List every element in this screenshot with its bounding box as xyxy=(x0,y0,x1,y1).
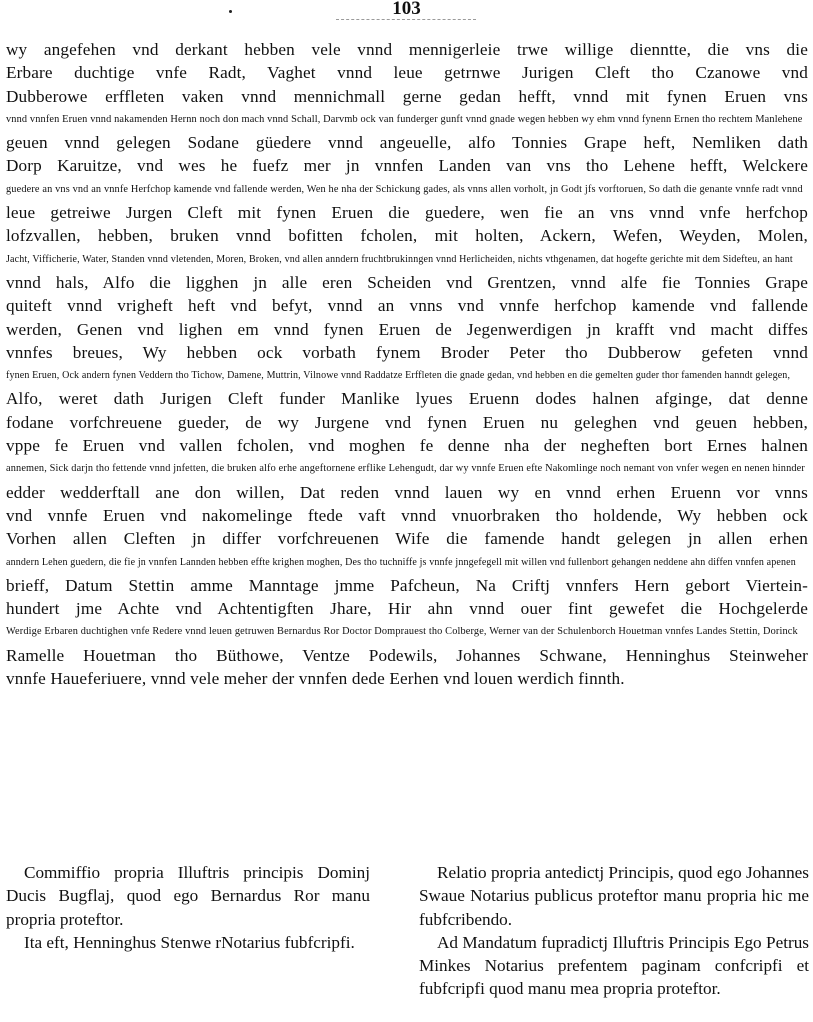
attestation-paragraph: Ita eft, Henninghus Stenwe rNotarius fubfcripfi. xyxy=(24,932,355,952)
body-line: werden, Genen vnd lighen em vnnd fynen Eruen de Jegenwerdigen jn krafft vnd macht diffes xyxy=(6,319,808,339)
charter-body xyxy=(6,38,808,690)
body-line: fodane vorfchreuene gueder, de wy Jurgene vnd fynen Eruen nu geleghen vnd geuen hebben, xyxy=(6,412,808,432)
body-line: Dubberowe erffleten vaken vnnd mennichmall gerne gedan hefft, vnnd mit fynen Eruen vns xyxy=(6,86,808,106)
attestation-paragraph: Relatio propria antedictj Principis, quod ego Johannes Swaue Notarius publicus proteftor manu propria hic me fubfcribendo. xyxy=(419,863,809,929)
body-line: geuen vnnd gelegen Sodane güedere vnnd angeuelle, alfo Tonnies Grape heft, Nemliken dath xyxy=(6,133,808,153)
body-line: wy angefehen vnd derkant hebben vele vnnd mennigerleie trwe willige dienntte, die vns die xyxy=(6,40,808,59)
attestation-paragraph: Commiffio propria Illuftris principis Dominj Ducis Bugflaj, quod ego Bernardus Ror manu propria proteftor. xyxy=(6,863,370,929)
body-line: anndern Lehen guedern, die fie jn vnnfen Lannden hebben effte krighen moghen, Des tho tuchniffe js vnnfe jnngefegell mit willen vnd fullenbort gehangen neddene ahn diffen vnnfen apenen xyxy=(6,556,796,568)
body-line: vnd vnnfe Eruen vnd nakomelinge ftede vaft vnnd vnuorbraken tho holdende, Wy hebben ock xyxy=(6,505,808,525)
body-line: edder wedderftall ane don willen, Dat reden vnnd lauen wy en vnnd erhen Eruenn vor vnns xyxy=(6,482,808,502)
attestation-paragraph: Ad Mandatum fupradictj Illuftris Principis Ego Petrus Minkes Notarius prefentem paginam confcripfi et fubfcripfi quod manu mea propria proteftor. xyxy=(419,932,809,999)
body-line: Jacht, Vifficherie, Water, Standen vnnd vletenden, Moren, Broken, vnd allen anndern fruchtbrukinngen vnnd Herlicheiden, nichts vthgenamen, dat hogefte gerichte mit dem Sidefteu, an hant xyxy=(6,253,793,265)
body-line: brieff, Datum Stettin amme Manntage jmme Pafcheun, Na Criftj vnnfers Hern gebort Viertein- xyxy=(6,575,808,595)
body-line: Vorhen allen Cleften jn differ vorfchreuenen Wife die famende handt gelegen jn allen erhen xyxy=(6,529,808,549)
body-line: hundert jme Achte vnd Achtentigften Jhare, Hir ahn vnnd ouer fint gewefet die Hochgelerde xyxy=(6,599,808,619)
body-line: vnnfes breues, Wy hebben ock vorbath fynem Broder Peter tho Dubberow gefeten vnnd xyxy=(6,342,808,362)
body-line: vnnd hals, Alfo die ligghen jn alle eren Scheiden vnd Grentzen, vnnd alfe fie Tonnies Grape xyxy=(6,272,808,292)
body-line: lofzvallen, hebben, bruken vnnd bofitten fcholen, mit holten, Ackern, Wefen, Weyden, Molen, xyxy=(6,226,808,246)
body-line: Dorp Karuitze, vnd wes he fuefz mer jn vnnfen Landen van vns tho Lehene hefft, Welckere xyxy=(6,156,808,176)
body-line: leue getreiwe Jurgen Cleft mit fynen Eruen die guedere, wen fie an vns vnnd vnfe herfchop xyxy=(6,203,808,223)
body-line: vnnd vnnfen Eruen vnnd nakamenden Hernn noch don mach vnnd Schall, Darvmb ock van funderger gunft vnnd gnade wegen hebben wy ehm vnnd fynenn Ernen tho rechtem Manlehene xyxy=(6,113,803,125)
header-rule xyxy=(336,19,476,20)
right-attestation-column xyxy=(419,861,809,1001)
left-attestation-column xyxy=(6,861,370,954)
page-number: 103 xyxy=(392,0,421,19)
body-line: Werdige Erbaren duchtighen vnfe Redere vnnd leuen getruwen Bernardus Ror Doctor Domprauest tho Colberge, Werner van der Schulenborch Houetman vnnfes Landes Stettin, Dorinck xyxy=(6,626,798,638)
body-line: quiteft vnnd vrigheft heft vnd befyt, vnnd an vnns vnd vnnfe herfchop kamende vnd fallende xyxy=(6,296,808,316)
body-line: guedere an vns vnd an vnnfe Herfchop kamende vnd fallende werden, Wen he nha der Schickung gades, als vnns allen vorholt, jn Godt jfs vorftoruen, So dath die genante vnnfe radt vnnd xyxy=(6,183,803,195)
body-line: annemen, Sick darjn tho fettende vnnd jnfetten, die bruken alfo erhe angeftornene erflike Lehengudt, dar wy vnnfe Eruen efte Nakomlinge noch nemant von vnfer wegen en nenen hinnder xyxy=(6,463,805,475)
body-line: Alfo, weret dath Jurigen Cleft funder Manlike lyues Eruenn dodes halnen afginge, dat denne xyxy=(6,389,808,409)
body-line: fynen Eruen, Ock andern fynen Veddern tho Tichow, Damene, Muttrin, Vilnowe vnnd Raddatze Erffleten die gnade gedan, vnd hebben en die gemelten guder thor famenden hanndt gelegen, xyxy=(6,370,791,382)
body-line: vppe fe Eruen vnd vallen fcholen, vnd moghen fe denne nha der negheften bort Ernes halnen xyxy=(6,436,808,456)
body-line: Ramelle Houetman tho Büthowe, Ventze Podewils, Johannes Schwane, Henninghus Steinweher xyxy=(6,645,808,665)
body-line: vnnfe Haueferiuere, vnnd vele meher der vnnfen dede Eerhen vnd louen werdich finnth. xyxy=(6,669,625,689)
body-line: Erbare duchtige vnfe Radt, Vaghet vnnd leue getrnwe Jurigen Cleft tho Czanowe vnd xyxy=(6,63,808,83)
